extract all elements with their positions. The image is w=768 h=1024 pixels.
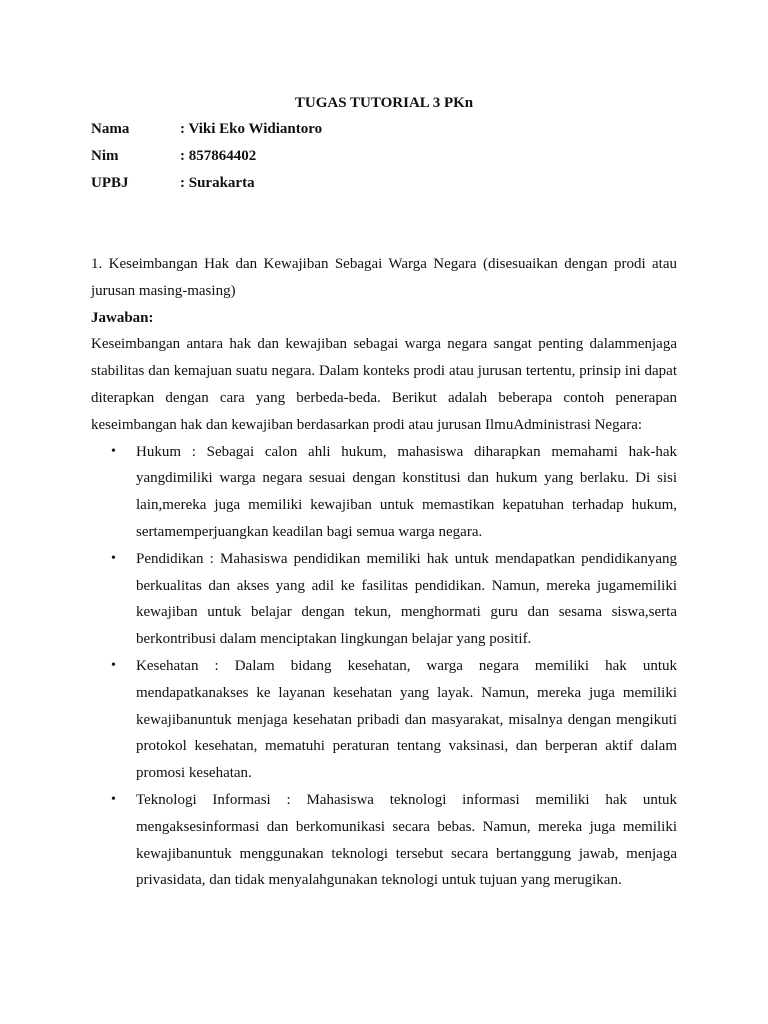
document-title: TUGAS TUTORIAL 3 PKn xyxy=(294,95,474,111)
answer-heading: Jawaban: xyxy=(91,309,154,326)
list-item-text: Teknologi Informasi : Mahasiswa teknologi informasi memiliki hak untuk mengaksesinformasi dan berkomunikasi secara bebas. Namun, mereka juga memiliki kewajibanuntuk menggunakan teknologi tersebut secara bertanggung jawab, menjaga privasidata, dan tidak menyalahgunakan teknologi untuk tujuan yang merugikan. xyxy=(136,791,677,889)
list-item-text: Kesehatan : Dalam bidang kesehatan, warga negara memiliki hak untuk mendapatkanakses ke layanan kesehatan yang layak. Namun, mereka juga memiliki kewajibanuntuk menjaga kesehatan pribadi dan masyarakat, misalnya dengan mengikuti protokol kesehatan, mematuhi peraturan tentang vaksinasi, dan berperan aktif dalam promosi kesehatan. xyxy=(136,657,677,782)
bullet-icon: • xyxy=(111,443,116,459)
bullet-icon: • xyxy=(111,657,116,673)
intro-paragraph: Keseimbangan antara hak dan kewajiban sebagai warga negara sangat penting dalammenjaga stabilitas dan kemajuan suatu negara. Dalam konteks prodi atau jurusan tertentu, prinsip ini dapat diterapkan dengan cara yang berbeda-beda. Berikut adalah beberapa contoh penerapan keseimbangan hak dan kewajiban berdasarkan prodi atau jurusan IlmuAdministrasi Negara: xyxy=(91,336,677,433)
list-item xyxy=(91,546,677,653)
list-item xyxy=(91,787,677,894)
student-info xyxy=(91,119,322,200)
list-item xyxy=(91,653,677,787)
info-value: : Surakarta xyxy=(180,175,255,191)
list-item xyxy=(91,439,677,546)
info-value: : Viki Eko Widiantoro xyxy=(180,121,323,137)
document-body xyxy=(91,251,677,894)
bullet-icon: • xyxy=(111,550,116,566)
info-row-nim xyxy=(91,146,322,173)
info-row-nama xyxy=(91,119,322,146)
bullet-list xyxy=(91,439,677,895)
info-label: Nim xyxy=(91,148,119,164)
info-label: UPBJ xyxy=(91,175,129,191)
bullet-icon: • xyxy=(111,791,116,807)
question-text: 1. Keseimbangan Hak dan Kewajiban Sebagai Warga Negara (disesuaikan dengan prodi atau jurusan masing-masing) xyxy=(91,256,677,299)
list-item-text: Pendidikan : Mahasiswa pendidikan memiliki hak untuk mendapatkan pendidikanyang berkualitas dan akses yang adil ke fasilitas pendidikan. Namun, mereka jugamemiliki kewajiban untuk belajar dengan tekun, menghormati guru dan sesama siswa,serta berkontribusi dalam menciptakan lingkungan belajar yang positif. xyxy=(136,550,677,648)
info-row-upbj xyxy=(91,173,322,200)
list-item-text: Hukum : Sebagai calon ahli hukum, mahasiswa diharapkan memahami hak-hak yangdimiliki warga negara sesuai dengan konstitusi dan hukum yang berlaku. Di sisi lain,mereka juga memiliki kewajiban untuk memastikan kepatuhan terhadap hukum, sertamemperjuangkan keadilan bagi semua warga negara. xyxy=(136,443,677,540)
info-value: : 857864402 xyxy=(180,148,257,164)
info-label: Nama xyxy=(91,121,130,137)
